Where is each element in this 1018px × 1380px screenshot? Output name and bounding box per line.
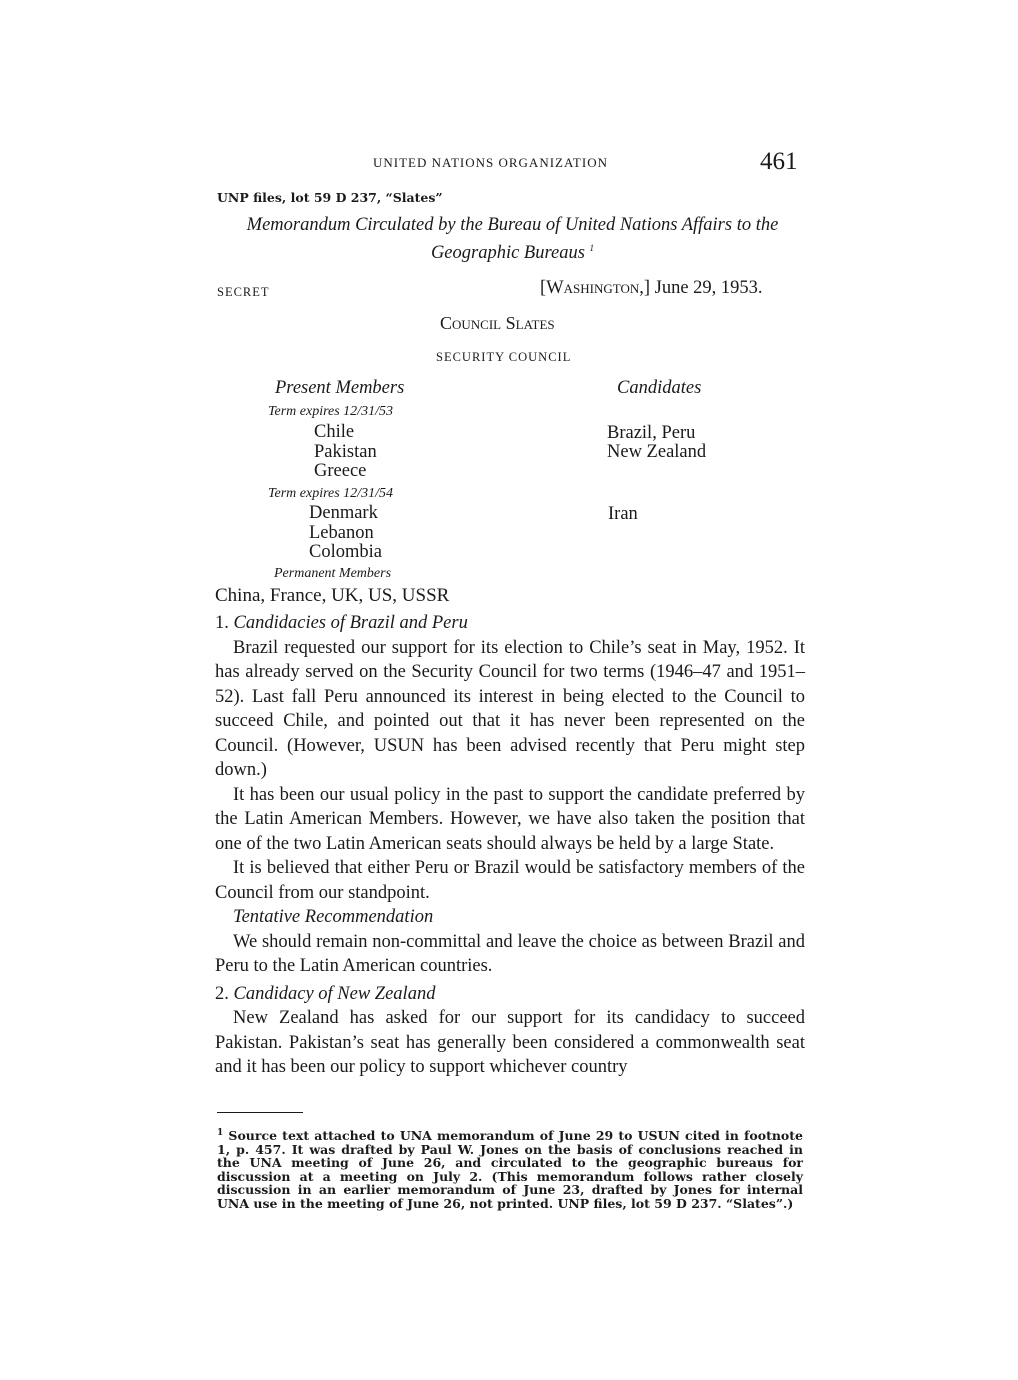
footnote-number: 1 bbox=[217, 1128, 224, 1138]
permanent-members: China, France, UK, US, USSR bbox=[215, 585, 450, 606]
recommendation-title: Tentative Recommendation bbox=[233, 907, 434, 927]
running-head: UNITED NATIONS ORGANIZATION bbox=[373, 155, 608, 170]
footnote bbox=[217, 1127, 803, 1210]
member-name: Denmark bbox=[309, 503, 378, 523]
candidates-heading: Candidates bbox=[617, 378, 702, 398]
dateline bbox=[540, 278, 763, 299]
section-number: 2. bbox=[215, 983, 229, 1004]
permanent-members-label: Permanent Members bbox=[274, 566, 392, 581]
file-reference: UNP files, lot 59 D 237, “Slates” bbox=[217, 190, 443, 205]
footnote-text: Source text attached to UNA memorandum of June 29 to USUN cited in footnote 1, p. 457. It was drafted by Paul W. Jones on the basis of conclusions reached in the UNA meeting of June 26, and circulated to the geographic bureaus for discussion at a meeting on July 2. (This memorandum follows rather closely discussion in an earlier memorandum of June 23, drafted by Jones for internal UNA use in the meeting of June 26, not printed. UNP files, lot 59 D 237. “Slates”.) bbox=[217, 1128, 803, 1211]
recommendation-heading bbox=[215, 905, 805, 930]
member-name: Pakistan bbox=[314, 442, 377, 462]
subsection-title: SECURITY COUNCIL bbox=[436, 350, 572, 364]
present-members-heading: Present Members bbox=[275, 378, 405, 398]
section-heading-title: Candidacy of New Zealand bbox=[233, 983, 436, 1004]
dateline-place: [Washington,] bbox=[540, 278, 651, 298]
dateline-date: June 29, 1953. bbox=[654, 278, 763, 298]
member-name: Lebanon bbox=[309, 523, 374, 543]
footnote-rule bbox=[217, 1112, 303, 1113]
term-label: Term expires 12/31/54 bbox=[268, 486, 393, 501]
member-name: Colombia bbox=[309, 542, 382, 562]
section-heading bbox=[215, 611, 805, 636]
paragraph: Brazil requested our support for its election to Chile’s seat in May, 1952. It has already served on the Security Council for two terms (1946–47 and 1951–52). Last fall Peru announced its interest in being elected to the Council to succeed Chile, and pointed out that it has never been represented on the Council. (However, USUN has been advised recently that Peru might step down.) bbox=[215, 637, 805, 780]
candidate-name: Brazil, Peru bbox=[607, 423, 696, 443]
memo-body bbox=[215, 611, 805, 1080]
section-number: 1. bbox=[215, 613, 229, 633]
page-number: 461 bbox=[760, 148, 798, 175]
term-label: Term expires 12/31/53 bbox=[268, 404, 393, 419]
footnote-marker: 1 bbox=[589, 243, 595, 253]
paragraph: New Zealand has asked for our support for its candidacy to succeed Pakistan. Pakistan’s seat has generally been considered a commonwealth seat and it has been our policy to support whichever country bbox=[215, 1008, 805, 1077]
candidate-name: New Zealand bbox=[607, 442, 707, 462]
memo-title-text: Memorandum Circulated by the Bureau of United Nations Affairs to the Geographic Bureaus bbox=[246, 215, 779, 264]
paragraph: It is believed that either Peru or Brazil would be satisfactory members of the Council from our standpoint. bbox=[215, 858, 805, 903]
member-name: Chile bbox=[314, 422, 355, 442]
classification-label: SECRET bbox=[217, 285, 270, 299]
section-heading-title: Candidacies of Brazil and Peru bbox=[233, 613, 468, 633]
section-heading bbox=[215, 982, 805, 1007]
paragraph: We should remain non-committal and leave the choice as between Brazil and Peru to the Latin American countries. bbox=[215, 931, 805, 976]
memo-title bbox=[215, 214, 810, 265]
section-title: Council Slates bbox=[440, 313, 555, 333]
member-name: Greece bbox=[314, 461, 367, 481]
paragraph: It has been our usual policy in the past to support the candidate preferred by the Latin American Members. However, we have also taken the position that one of the two Latin American seats should always be held by a large State. bbox=[215, 784, 805, 854]
candidate-name: Iran bbox=[608, 504, 638, 524]
